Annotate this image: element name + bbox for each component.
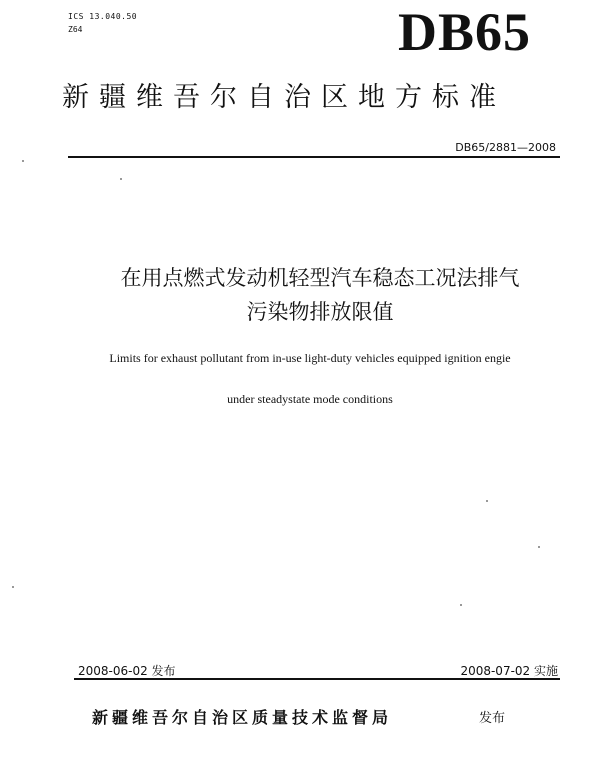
implementation-date: 2008-07-02 实施 (460, 664, 558, 678)
issuing-authority: 新疆维吾尔自治区质量技术监督局 (92, 708, 393, 727)
scan-speck (538, 546, 540, 548)
header-divider (68, 156, 560, 158)
scan-speck (460, 604, 462, 606)
scan-speck (486, 500, 488, 502)
standard-category-title: 新疆维吾尔自治区地方标准 (62, 82, 506, 113)
scan-speck (120, 178, 122, 180)
standard-number: DB65/2881—2008 (455, 141, 556, 154)
document-title-en-line1: Limits for exhaust pollutant from in-use light-duty vehicles equipped ignition engie (109, 351, 511, 365)
ics-code: ICS 13.040.50 (68, 12, 138, 21)
ccs-code: Z64 (68, 25, 83, 34)
scan-speck (22, 160, 24, 162)
issued-label: 发布 (479, 711, 506, 726)
document-title-cn-line1: 在用点燃式发动机轻型汽车稳态工况法排气 (120, 266, 520, 290)
issue-date: 2008-06-02 发布 (78, 664, 176, 678)
db-logo: DB65 (398, 2, 532, 62)
scan-speck (12, 586, 14, 588)
document-title-en-line2: under steadystate mode conditions (227, 392, 393, 406)
footer-divider (74, 678, 560, 680)
document-title-cn-line2: 污染物排放限值 (246, 300, 394, 324)
